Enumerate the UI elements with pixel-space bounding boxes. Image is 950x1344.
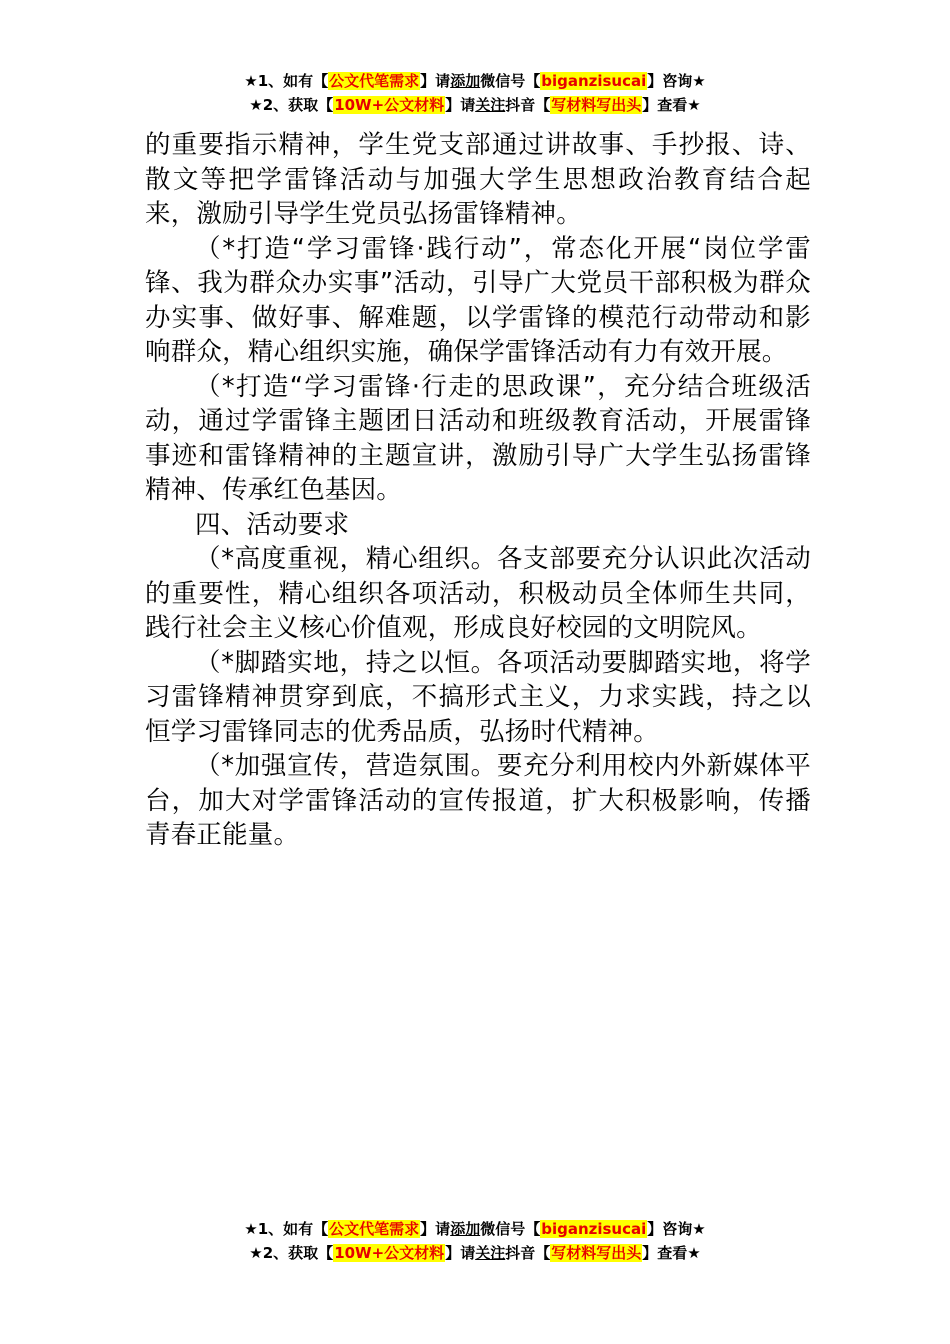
- paragraph: （*脚踏实地，持之以恒。各项活动要脚踏实地，将学习雷锋精神贯穿到底，不搞形式主义，力求实践，持之以恒学习雷锋同志的优秀品质，弘扬时代精神。: [145, 647, 811, 747]
- banner-line-1: [0, 1218, 950, 1242]
- banner-text: 】请: [445, 1244, 476, 1262]
- paragraph: （*打造“学习雷锋·践行动”，常态化开展“岗位学雷锋、我为群众办实事”活动，引导广大党员干部积极为群众办实事、做好事、解难题，以学雷锋的模范行动带动和影响群众，精心组织实施，确保学雷锋活动有力有效开展。: [145, 233, 811, 367]
- banner-line-1: [0, 70, 950, 94]
- banner-underline: 关注: [475, 1244, 506, 1262]
- banner-text: 】咨询★: [647, 72, 706, 90]
- banner-highlight: biganzisucai: [541, 1220, 647, 1238]
- banner-underline: 添加: [450, 72, 481, 90]
- banner-text: ★1、如有【: [244, 1220, 329, 1238]
- banner-text: 】查看★: [642, 96, 701, 114]
- banner-highlight: 10W+公文材料: [334, 96, 445, 114]
- banner-highlight: 写材料写出头: [551, 96, 642, 114]
- paragraph: （*打造“学习雷锋·行走的思政课”，充分结合班级活动，通过学雷锋主题团日活动和班级教育活动，开展雷锋事迹和雷锋精神的主题宣讲，激励引导广大学生弘扬雷锋精神、传承红色基因。: [145, 371, 811, 505]
- banner-underline: 关注: [475, 96, 506, 114]
- banner-text: 抖音【: [505, 96, 551, 114]
- paragraph: （*高度重视，精心组织。各支部要充分认识此次活动的重要性，精心组织各项活动，积极动员全体师生共同，践行社会主义核心价值观，形成良好校园的文明院风。: [145, 544, 811, 643]
- banner-line-2: [0, 94, 950, 118]
- section-heading: 四、活动要求: [195, 509, 350, 540]
- banner-highlight: 写材料写出头: [551, 1244, 642, 1262]
- banner-text: 】请: [420, 72, 451, 90]
- document-body: [145, 128, 811, 853]
- banner-text: 】请: [420, 1220, 451, 1238]
- banner-text: 微信号【: [480, 1220, 541, 1238]
- banner-text: ★2、获取【: [249, 1244, 334, 1262]
- banner-text: 】咨询★: [647, 1220, 706, 1238]
- banner-text: 】请: [445, 96, 476, 114]
- banner-highlight: 公文代笔需求: [329, 1220, 420, 1238]
- banner-highlight: biganzisucai: [541, 72, 647, 90]
- banner-text: ★2、获取【: [249, 96, 334, 114]
- banner-text: 微信号【: [480, 72, 541, 90]
- banner-highlight: 公文代笔需求: [329, 72, 420, 90]
- banner-text: ★1、如有【: [244, 72, 329, 90]
- paragraph: 的重要指示精神，学生党支部通过讲故事、手抄报、诗、散文等把学雷锋活动与加强大学生思想政治教育结合起来，激励引导学生党员弘扬雷锋精神。: [145, 130, 811, 229]
- banner-text: 抖音【: [505, 1244, 551, 1262]
- banner-text: 】查看★: [642, 1244, 701, 1262]
- footer-banner: [0, 1218, 950, 1266]
- banner-highlight: 10W+公文材料: [334, 1244, 445, 1262]
- header-banner-top: [0, 70, 950, 118]
- paragraph: （*加强宣传，营造氛围。要充分利用校内外新媒体平台，加大对学雷锋活动的宣传报道，扩大积极影响，传播青春正能量。: [145, 751, 811, 850]
- banner-underline: 添加: [450, 1220, 481, 1238]
- banner-line-2: [0, 1242, 950, 1266]
